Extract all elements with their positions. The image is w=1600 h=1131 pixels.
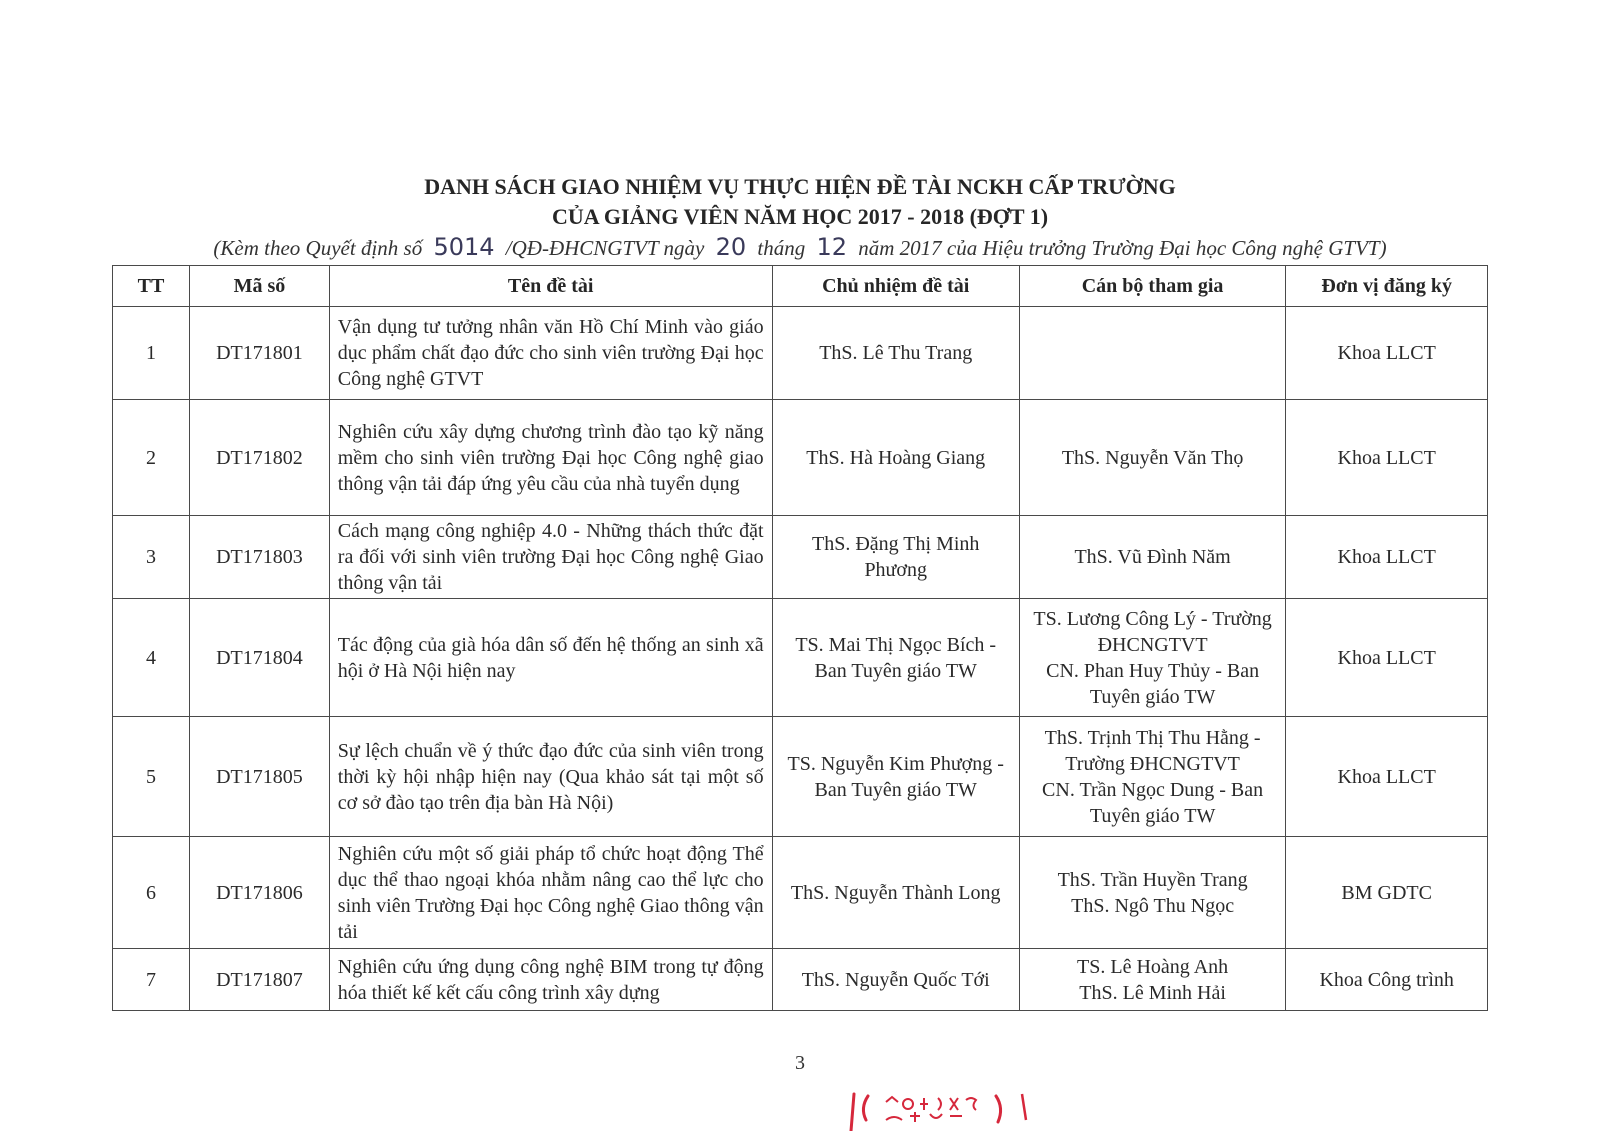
seal-glyph-4: [938, 1098, 941, 1110]
cell-leader: [772, 717, 1019, 837]
cell-code: DT171804: [190, 599, 330, 717]
member-name: ThS. Trần Huyền Trang: [1057, 868, 1248, 891]
subtitle-suffix: năm 2017 của Hiệu trưởng Trường Đại học Công nghệ GTVT): [858, 236, 1387, 260]
cell-topic: Nghiên cứu một số giải pháp tổ chức hoạt động Thể dục thể thao ngoại khóa nhằm nâng cao thể lực cho sinh viên Trường Đại học Công nghệ Giao thông vận tải: [329, 837, 772, 949]
decision-month: 12: [816, 233, 848, 261]
cell-members: [1019, 717, 1286, 837]
seal-glyph-5: [950, 1098, 958, 1110]
leader-name: TS. Nguyễn Kim Phượng - Ban Tuyên giáo TW: [787, 752, 1004, 801]
cell-leader: [772, 516, 1019, 599]
member-name: ThS. Nguyễn Văn Thọ: [1061, 446, 1244, 469]
table-row: [113, 599, 1488, 717]
cell-topic: Cách mạng công nghiệp 4.0 - Những thách thức đặt ra đối với sinh viên trường Đại học Công nghệ Giao thông vận tải: [329, 516, 772, 599]
table-row: [113, 307, 1488, 400]
decision-number: 5014: [433, 233, 495, 261]
member-name: ThS. Ngô Thu Ngọc: [1071, 894, 1235, 917]
cell-tt: 6: [113, 837, 190, 949]
cell-members: [1019, 307, 1286, 400]
seal-graphic: [846, 1090, 1036, 1131]
cell-unit: Khoa LLCT: [1286, 717, 1488, 837]
header-topic: Tên đề tài: [329, 266, 772, 307]
seal-glyph-2: [903, 1099, 913, 1109]
document-subtitle: [0, 232, 1600, 263]
cell-code: DT171806: [190, 837, 330, 949]
header-unit: Đơn vị đăng ký: [1286, 266, 1488, 307]
member-name: ThS. Vũ Đình Năm: [1074, 546, 1231, 568]
research-topics-table: [112, 265, 1488, 1011]
cell-unit: Khoa LLCT: [1286, 307, 1488, 400]
member-name: CN. Trần Ngọc Dung - Ban Tuyên giáo TW: [1042, 778, 1264, 827]
subtitle-middle: /QĐ-ĐHCNGTVT ngày: [505, 236, 705, 260]
seal-glyph-1: [886, 1097, 898, 1102]
document-header: [0, 172, 1600, 263]
table-row: [113, 516, 1488, 599]
seal-glyph-8: [910, 1112, 920, 1122]
subtitle-month-word: tháng: [757, 236, 806, 260]
cell-tt: 3: [113, 516, 190, 599]
leader-name: ThS. Nguyễn Thành Long: [790, 881, 1001, 904]
member-name: CN. Phan Huy Thủy - Ban Tuyên giáo TW: [1046, 659, 1260, 708]
cell-code: DT171805: [190, 717, 330, 837]
leader-name: ThS. Hà Hoàng Giang: [806, 446, 986, 469]
cell-code: DT171801: [190, 307, 330, 400]
member-name: ThS. Lê Minh Hải: [1079, 981, 1226, 1004]
cell-unit: BM GDTC: [1286, 837, 1488, 949]
seal-glyph-9: [930, 1114, 942, 1118]
cell-leader: [772, 949, 1019, 1011]
cell-tt: 5: [113, 717, 190, 837]
cell-tt: 1: [113, 307, 190, 400]
cell-code: DT171803: [190, 516, 330, 599]
cell-members: [1019, 599, 1286, 717]
member-name: TS. Lương Công Lý - Trường ĐHCNGTVT: [1033, 607, 1272, 656]
header-members: Cán bộ tham gia: [1019, 266, 1286, 307]
leader-name: TS. Mai Thị Ngọc Bích - Ban Tuyên giáo TW: [795, 633, 997, 682]
cell-code: DT171802: [190, 400, 330, 516]
cell-leader: [772, 400, 1019, 516]
cell-topic: Tác động của già hóa dân số đến hệ thống an sinh xã hội ở Hà Nội hiện nay: [329, 599, 772, 717]
cell-tt: 2: [113, 400, 190, 516]
table-row: [113, 717, 1488, 837]
seal-stroke-left: [851, 1094, 854, 1131]
cell-tt: 4: [113, 599, 190, 717]
document-title-line2: CỦA GIẢNG VIÊN NĂM HỌC 2017 - 2018 (ĐỢT 1): [551, 204, 1049, 229]
seal-glyph-6: [966, 1098, 976, 1110]
cell-leader: [772, 599, 1019, 717]
cell-unit: Khoa LLCT: [1286, 516, 1488, 599]
cell-topic: Vận dụng tư tưởng nhân văn Hồ Chí Minh vào giáo dục phẩm chất đạo đức cho sinh viên trường Đại học Công nghệ GTVT: [329, 307, 772, 400]
document-title-line1: DANH SÁCH GIAO NHIỆM VỤ THỰC HIỆN ĐỀ TÀI NCKH CẤP TRƯỜNG: [424, 174, 1176, 199]
cell-members: [1019, 400, 1286, 516]
cell-members: [1019, 949, 1286, 1011]
cell-members: [1019, 516, 1286, 599]
cell-members: [1019, 837, 1286, 949]
cell-leader: [772, 837, 1019, 949]
cell-topic: Nghiên cứu ứng dụng công nghệ BIM trong tự động hóa thiết kế kết cấu công trình xây dựng: [329, 949, 772, 1011]
table-row: [113, 837, 1488, 949]
table-body: [113, 307, 1488, 1011]
leader-name: ThS. Lê Thu Trang: [819, 342, 973, 364]
cell-tt: 7: [113, 949, 190, 1011]
table-row: [113, 400, 1488, 516]
cell-topic: Sự lệch chuẩn về ý thức đạo đức của sinh viên trong thời kỳ hội nhập hiện nay (Qua khảo sát tại một số cơ sở đào tạo trên địa bàn Hà Nội): [329, 717, 772, 837]
seal-stroke-right: [1022, 1094, 1026, 1120]
decision-day: 20: [715, 233, 747, 261]
table-header-row: [113, 266, 1488, 307]
table-row: [113, 949, 1488, 1011]
red-seal-stamp: [846, 1090, 1036, 1131]
seal-arc-right: [996, 1096, 1001, 1122]
cell-topic: Nghiên cứu xây dựng chương trình đào tạo kỹ năng mềm cho sinh viên trường Đại học Công nghệ giao thông vận tải đáp ứng yêu cầu của nhà tuyển dụng: [329, 400, 772, 516]
subtitle-prefix: (Kèm theo Quyết định số: [213, 236, 423, 260]
page-number: 3: [795, 1052, 805, 1074]
seal-glyph-7: [886, 1117, 902, 1120]
cell-code: DT171807: [190, 949, 330, 1011]
cell-unit: Khoa LLCT: [1286, 599, 1488, 717]
header-leader: Chủ nhiệm đề tài: [772, 266, 1019, 307]
member-name: ThS. Trịnh Thị Thu Hằng - Trường ĐHCNGTVT: [1044, 726, 1261, 775]
header-code: Mã số: [190, 266, 330, 307]
header-tt: TT: [113, 266, 190, 307]
seal-arc-left: [863, 1096, 868, 1120]
member-name: TS. Lê Hoàng Anh: [1077, 955, 1229, 978]
cell-unit: Khoa Công trình: [1286, 949, 1488, 1011]
leader-name: ThS. Đặng Thị Minh Phương: [812, 533, 980, 581]
cell-unit: Khoa LLCT: [1286, 400, 1488, 516]
leader-name: ThS. Nguyễn Quốc Tới: [801, 968, 990, 991]
cell-leader: [772, 307, 1019, 400]
seal-glyph-3: [920, 1098, 928, 1110]
